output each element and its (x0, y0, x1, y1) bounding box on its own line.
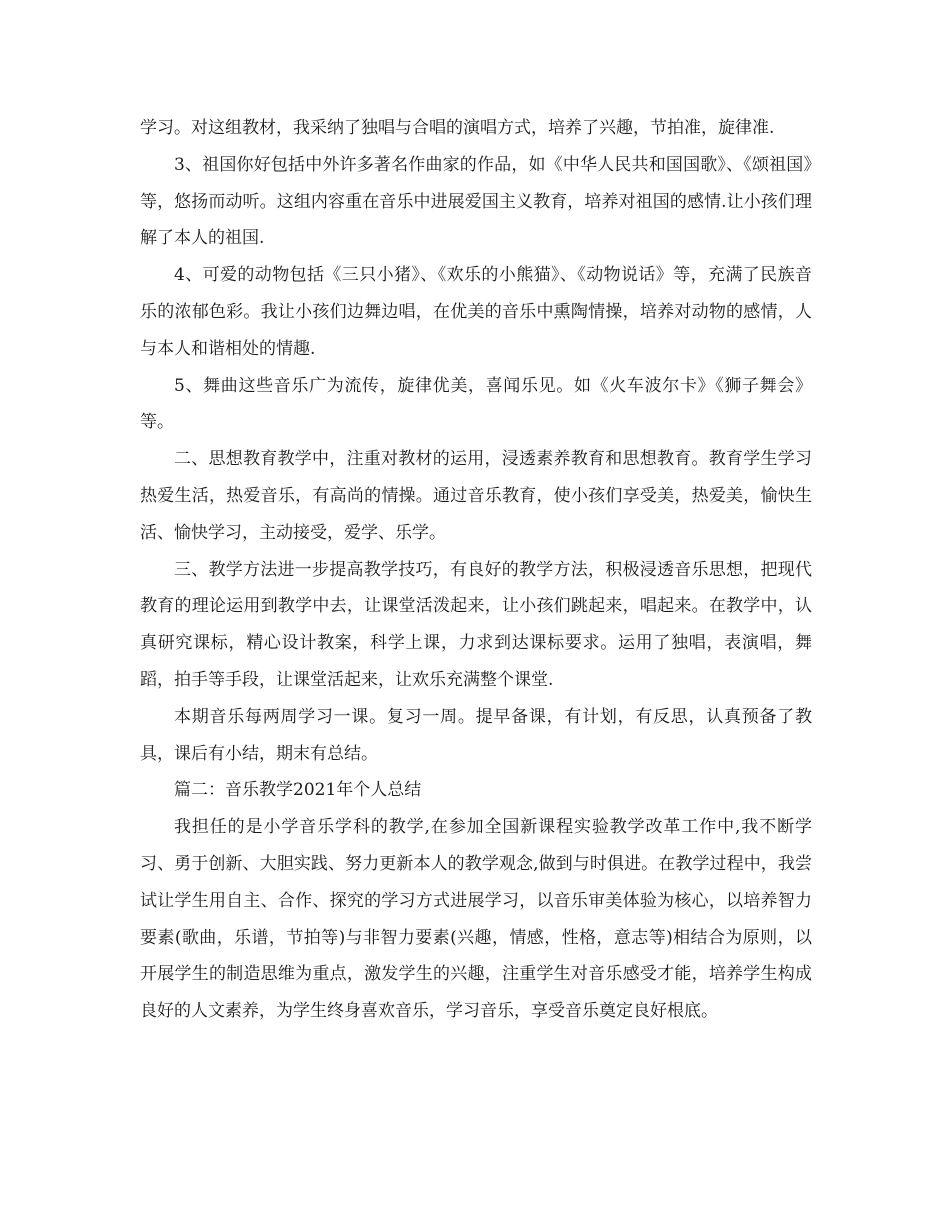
document-body (140, 110, 812, 1030)
paragraph: 本期音乐每两周学习一课。复习一周。提早备课，有计划，有反思，认真预备了教具，课后有小结，期末有总结。 (140, 706, 812, 764)
paragraph: 三、教学方法进一步提高教学技巧，有良好的教学方法，积极浸透音乐思想，把现代教育的理论运用到教学中去，让课堂活泼起来，让小孩们跳起来，唱起来。在教学中，认真研究课标，精心设计教案，科学上课，力求到达课标要求。运用了独唱，表演唱，舞蹈，拍手等手段，让课堂活起来，让欢乐充满整个课堂. (140, 559, 812, 690)
paragraph: 二、思想教育教学中，注重对教材的运用，浸透素养教育和思想教育。教育学生学习热爱生活，热爱音乐，有高尚的情操。通过音乐教育，使小孩们享受美，热爱美，愉快生活、愉快学习，主动接受，爱学、乐学。 (140, 449, 812, 543)
paragraph: 3、祖国你好包括中外许多著名作曲家的作品，如《中华人民共和国国歌》、《颂祖国》等，悠扬而动听。这组内容重在音乐中进展爱国主义教育，培养对祖国的感情.让小孩们理解了本人的祖国. (140, 154, 812, 249)
paragraph: 学习。对这组教材，我采纳了独唱与合唱的演唱方式，培养了兴趣，节拍准，旋律准. (140, 118, 775, 138)
section-heading: 篇二：音乐教学2021年个人总结 (174, 780, 422, 801)
paragraph: 我担任的是小学音乐学科的教学,在参加全国新课程实验教学改革工作中,我不断学习、勇于创新、大胆实践、努力更新本人的教学观念,做到与时俱进。在教学过程中，我尝试让学生用自主、合作、探究的学习方式进展学习，以音乐审美体验为核心，以培养智力要素(歌曲，乐谱，节拍等)与非智力要素(兴趣，情感，性格，意志等)相结合为原则，以开展学生的制造思维为重点，激发学生的兴趣，注重学生对音乐感受才能，培养学生构成良好的人文素养，为学生终身喜欢音乐，学习音乐，享受音乐奠定良好根底。 (140, 817, 812, 1022)
paragraph: 5、舞曲这些音乐广为流传，旋律优美，喜闻乐见。如《火车波尔卡》《狮子舞会》等。 (140, 375, 812, 433)
paragraph: 4、可爱的动物包括《三只小猪》、《欢乐的小熊猫》、《动物说话》等，充满了民族音乐的浓郁色彩。我让小孩们边舞边唱，在优美的音乐中熏陶情操，培养对动物的感情，人与本人和谐相处的情趣. (140, 265, 812, 359)
